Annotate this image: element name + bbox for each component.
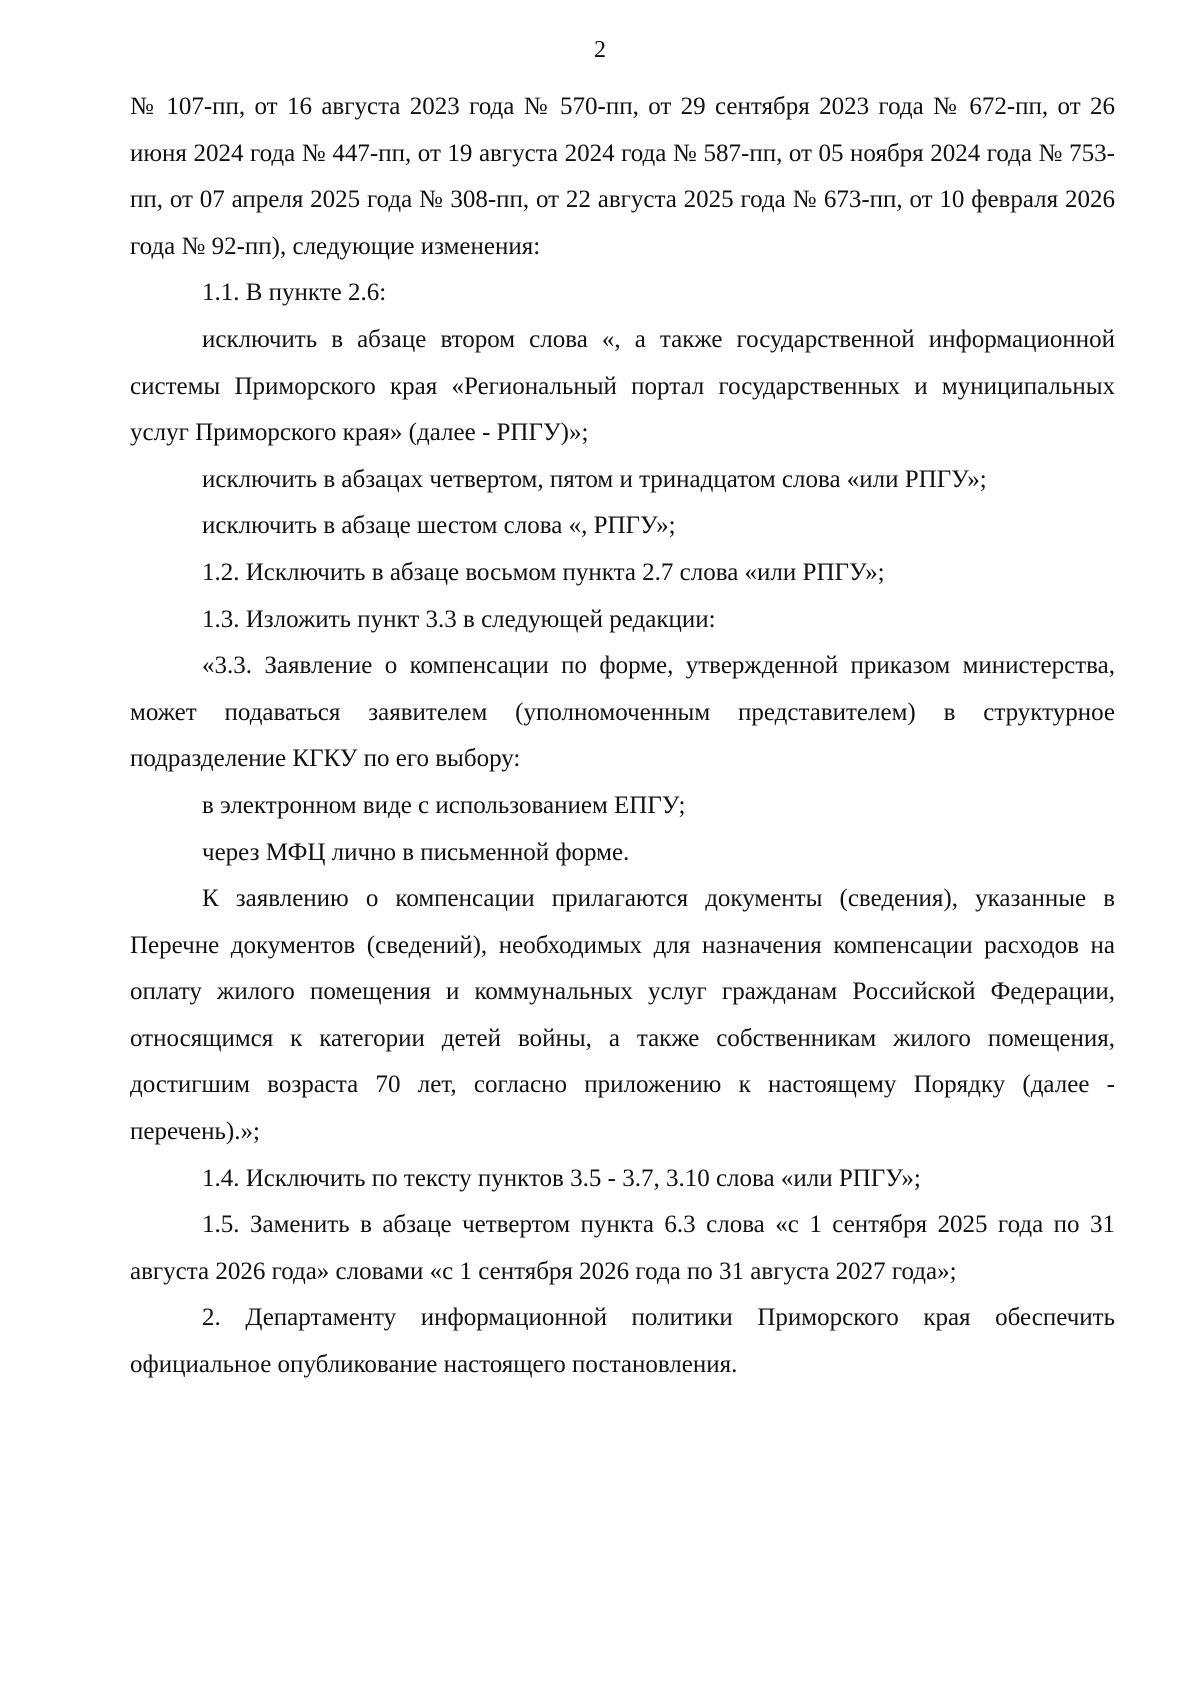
page-number: 2 bbox=[594, 37, 606, 63]
paragraph-amendments-list: № 107-пп, от 16 августа 2023 года № 570-пп, от 29 сентября 2023 года № 672-пп, от 26 июня 2024 года № 447-пп, от 19 августа 2024 года № 587-пп, от 05 ноября 2024 года № 753-пп, от 07 апреля 2025 года № 308-пп, от 22 августа 2025 года № 673-пп, от 10 февраля 2026 года № 92-пп), следующие изменения: bbox=[130, 93, 1115, 260]
document-body bbox=[130, 84, 1115, 1389]
paragraph-1-2: 1.2. Исключить в абзаце восьмом пункта 2.7 слова «или РПГУ»; bbox=[202, 558, 885, 586]
paragraph-1-1-item-b: исключить в абзацах четвертом, пятом и тринадцатом слова «или РПГУ»; bbox=[202, 465, 987, 493]
paragraph-3-3-mfc: через МФЦ лично в письменной форме. bbox=[202, 838, 630, 866]
paragraph-1-1-item-a: исключить в абзаце втором слова «, а также государственной информационной системы Приморского края «Региональный портал государственных и муниципальных услуг Приморского края» (далее - РПГУ)»; bbox=[130, 325, 1115, 447]
paragraph-3-3-electronic: в электронном виде с использованием ЕПГУ; bbox=[202, 791, 686, 819]
paragraph-1-1-item-c: исключить в абзаце шестом слова «, РПГУ»; bbox=[202, 512, 676, 540]
paragraph-3-3-documents: К заявлению о компенсации прилагаются документы (сведения), указанные в Перечне документов (сведений), необходимых для назначения компенсации расходов на оплату жилого помещения и коммунальных услуг гражданам Российской Федерации, относящимся к категории детей войны, а также собственникам жилого помещения, достигшим возраста 70 лет, согласно приложению к настоящему Порядку (далее - перечень).»; bbox=[130, 885, 1115, 1146]
paragraph-1-5: 1.5. Заменить в абзаце четвертом пункта 6.3 слова «с 1 сентября 2025 года по 31 августа 2026 года» словами «с 1 сентября 2026 года по 31 августа 2027 года»; bbox=[130, 1211, 1115, 1285]
paragraph-1-4: 1.4. Исключить по тексту пунктов 3.5 - 3.7, 3.10 слова «или РПГУ»; bbox=[202, 1164, 921, 1192]
paragraph-3-3-quote: «3.3. Заявление о компенсации по форме, утвержденной приказом министерства, может подаваться заявителем (уполномоченным представителем) в структурное подразделение КГКУ по его выбору: bbox=[130, 652, 1115, 773]
paragraph-1-3: 1.3. Изложить пункт 3.3 в следующей редакции: bbox=[202, 605, 716, 633]
paragraph-2: 2. Департаменту информационной политики Приморского края обеспечить официальное опубликование настоящего постановления. bbox=[130, 1304, 1115, 1379]
paragraph-1-1: 1.1. В пункте 2.6: bbox=[202, 279, 387, 307]
